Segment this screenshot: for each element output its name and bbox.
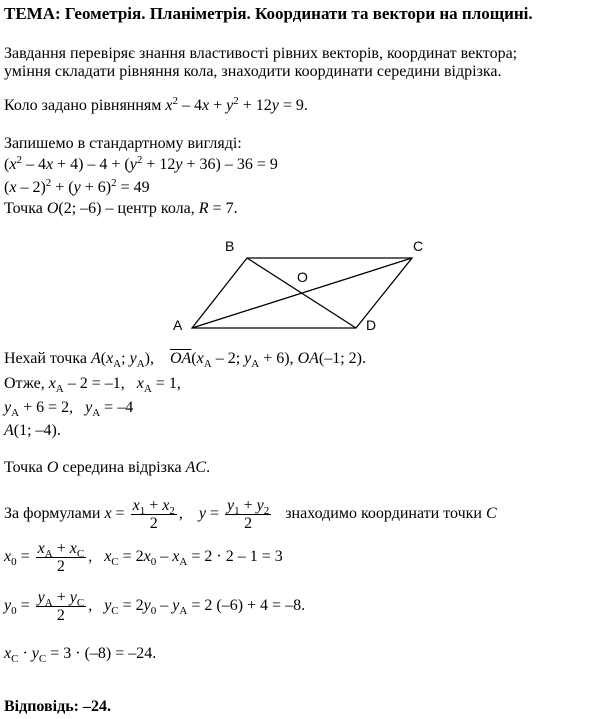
x0-line: $x_0$ = $\frac{x_A + x_C}{2}$ , $x_C = 2x_0 - x_A = 2 \cdot 2 - 1 = 3$ [4,540,283,575]
center-label: Точка [4,200,43,217]
intro-line-2: уміння складати рівняння кола, знаходити координати середини відрізка. [4,63,502,80]
intro-line-1: Завдання перевіряє знання властивості рівних векторів, координат вектора; [4,45,518,62]
midpoint-text: середина відрізка [62,459,182,476]
ya-line: $y_A + 6 = 2$, $y_A = -4$ [4,399,134,419]
vertex-label-a: A [173,317,183,333]
therefore-label: Отже, [4,375,45,392]
center-line: Точка O(2; –6) – центр кола, R = 7. [4,200,238,217]
formulas-line: За формулами x = $\frac{x_1 + x_2}{2}$ , y = $\frac{y_1 + y_2}{2}$ знаходимо координати точки C [4,497,497,532]
completing-square-line: $(x^2 - 4x + 4) - 4 + (y^2 + 12y + 36) - 36 = 9$ [4,154,278,173]
answer-value: –24. [83,698,111,715]
midpoint-label: Точка [4,459,43,476]
midpoint-line: Точка O середина відрізка AC. [4,459,211,476]
circle-equation: $x^2 - 4x + y^2 + 12y = 9$. [165,95,308,114]
page-title: ТЕМА: Геометрія. Планіметрія. Координати та вектори на площині. [4,4,533,23]
formulas-label: За формулами [4,505,101,523]
find-text: знаходимо координати точки [285,505,482,523]
let-point-line: Нехай точка $A(x_A$; $y_A$), $\overline{OA}(x_A - 2$; $y_A + 6$), OA(–1; 2). [4,350,366,370]
vertex-label-b: B [225,238,235,254]
answer-label: Відповідь: [4,698,79,715]
center-text: – центр кола, [105,200,195,217]
x0-fraction: $\frac{x_A + x_C}{2}$ [37,540,85,575]
vertex-label-c: C [413,238,424,254]
formula-x-fraction: $\frac{x_1 + x_2}{2}$ [132,497,175,532]
formula-y-fraction: $\frac{y_1 + y_2}{2}$ [226,497,270,532]
xa-line: Отже, $x_A - 2 = -1$, $x_A = 1$, [4,375,181,395]
answer-line [4,697,111,717]
center-label-o: O [297,269,308,285]
point-a-line: A(1; –4). [4,422,61,439]
product-line: $x_C \cdot y_C = 3 \cdot (-8) = -24$. [4,645,157,665]
given-label: Коло задано рівнянням [4,97,162,114]
standard-equation-line: $(x - 2)^2 + (y + 6)^2 = 49$ [4,177,150,196]
standard-form-label: Запишемо в стандартному вигляді: [4,135,242,152]
let-label: Нехай точка [4,350,87,367]
y0-fraction: $\frac{y_A + y_C}{2}$ [37,589,85,624]
vertex-label-d: D [366,317,377,333]
y0-line: $y_0$ = $\frac{y_A + y_C}{2}$ , $y_C = 2y_0 - y_A = 2$ (–6) + 4 = –8. [4,589,306,624]
